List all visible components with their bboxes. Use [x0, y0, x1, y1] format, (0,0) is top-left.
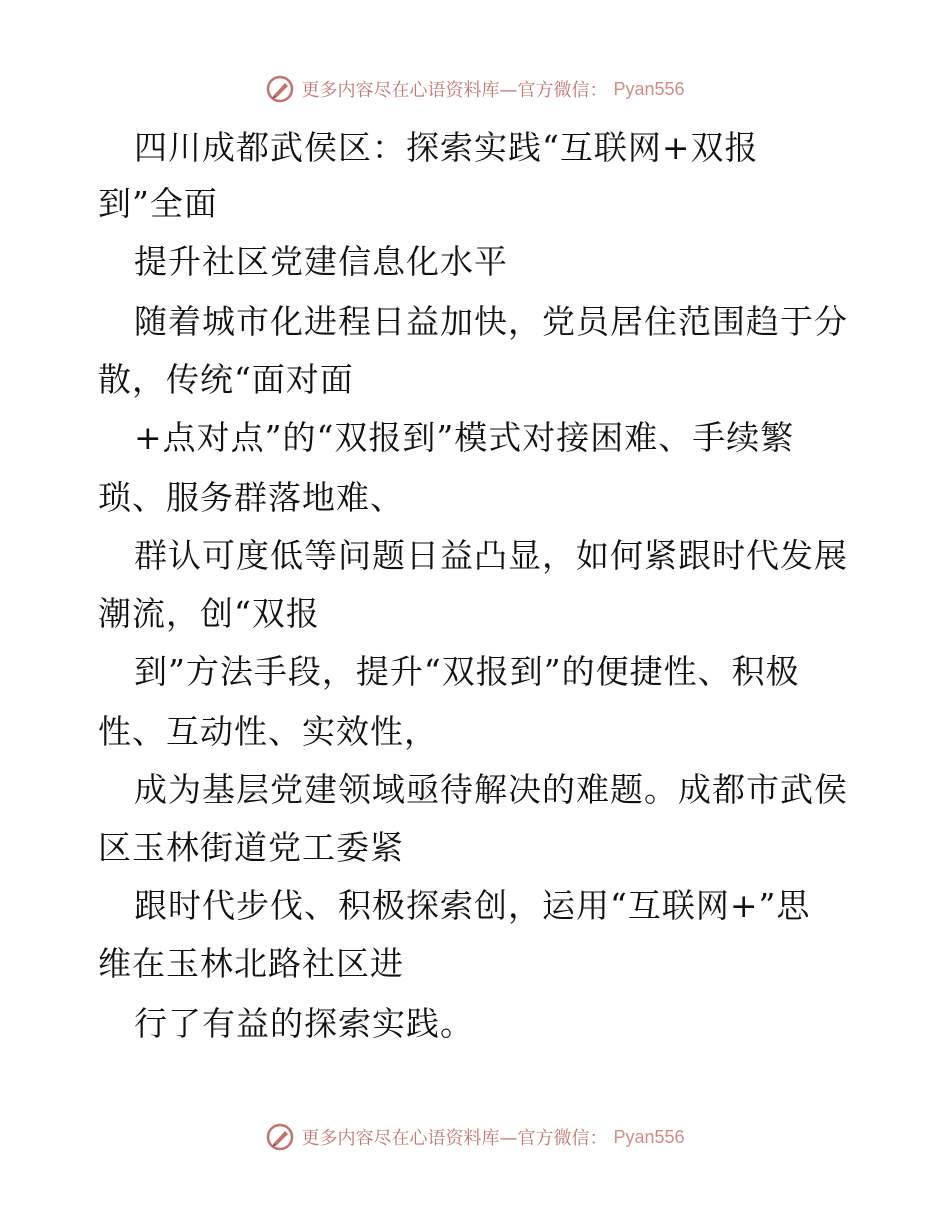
watermark-wechat-id: Pyan556 [613, 78, 685, 99]
doc-line: 随着城市化进程日益加快，党员居住范围趋于分 [134, 302, 848, 341]
doc-line: 散，传统“面对面 [98, 360, 354, 399]
watermark-wechat-id: Pyan556 [613, 1126, 685, 1147]
doc-line: 潮流，创“双报 [98, 594, 320, 633]
doc-line: 维在玉林北路社区进 [98, 944, 404, 983]
pen-logo-icon [265, 1122, 295, 1152]
doc-line: 成为基层党建领域亟待解决的难题。成都市武侯 [134, 770, 848, 809]
doc-line: 区玉林街道党工委紧 [98, 828, 404, 867]
doc-line: 提升社区党建信息化水平 [134, 242, 508, 281]
header-watermark [0, 74, 950, 104]
doc-line: 行了有益的探索实践。 [134, 1004, 474, 1043]
footer-watermark [0, 1122, 950, 1152]
doc-line: 琐、服务群落地难、 [98, 478, 404, 517]
doc-line: 到”全面 [98, 184, 218, 223]
pen-logo-icon [265, 74, 295, 104]
doc-line: +点对点”的“双报到”模式对接困难、手续繁 [134, 418, 795, 457]
doc-line: 四川成都武侯区：探索实践“互联网+双报 [134, 128, 759, 167]
doc-line: 跟时代步伐、积极探索创，运用“互联网+”思 [134, 886, 811, 925]
doc-line: 群认可度低等问题日益凸显，如何紧跟时代发展 [134, 536, 848, 575]
doc-line: 到”方法手段，提升“双报到”的便捷性、积极 [134, 652, 800, 691]
watermark-text: 更多内容尽在心语资料库—官方微信： [301, 1128, 608, 1149]
doc-line: 性、互动性、实效性， [98, 712, 438, 751]
watermark-text: 更多内容尽在心语资料库—官方微信： [301, 80, 608, 101]
